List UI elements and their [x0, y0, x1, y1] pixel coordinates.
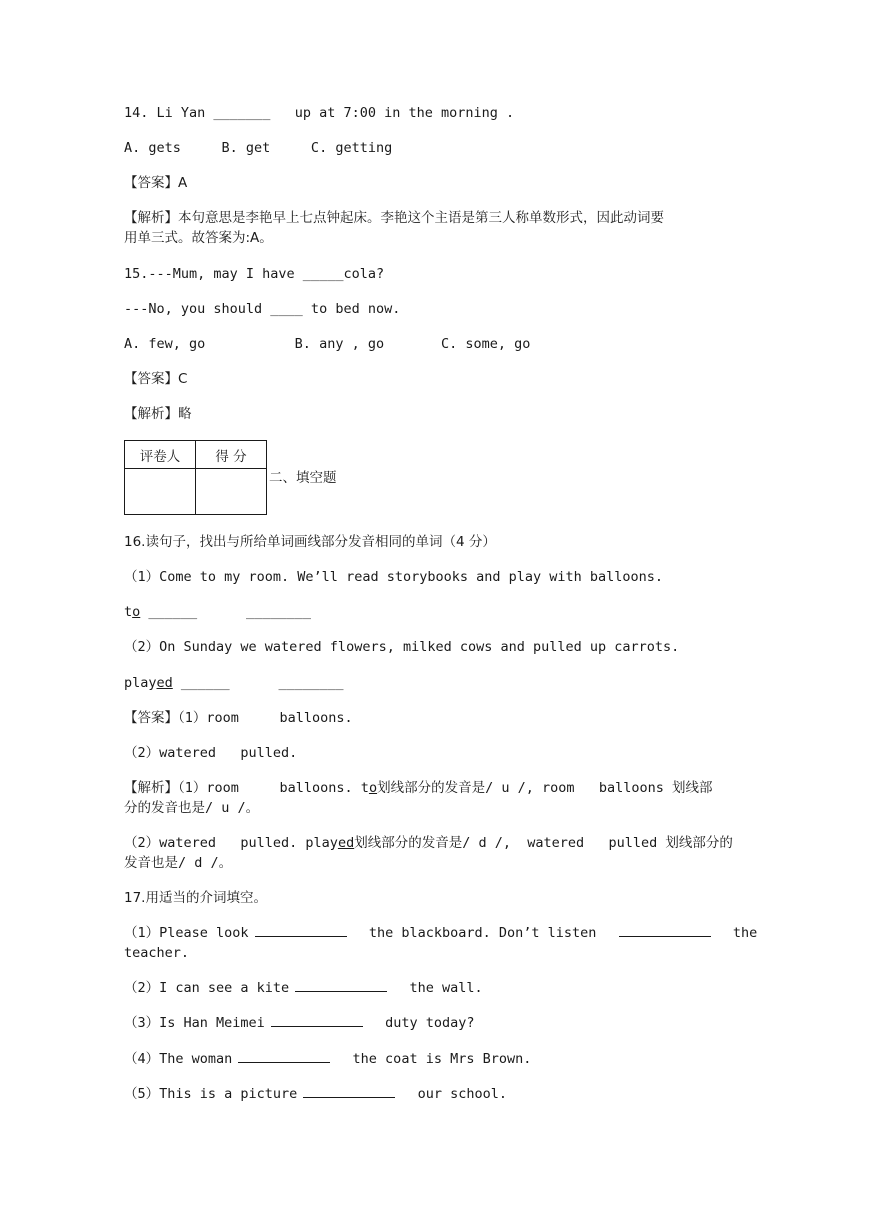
- q16-answer1: 【答案】（1）room balloons.: [124, 710, 353, 726]
- q15-answer: 【答案】C: [124, 371, 188, 387]
- q16-answer2: （2）watered pulled.: [124, 745, 298, 761]
- q17-item2: （2）I can see a kite the wall.: [124, 980, 483, 996]
- score-box: [124, 440, 267, 515]
- blank-5[interactable]: [303, 1084, 395, 1098]
- q16-analysis1: 【解析】（1）room balloons. to划线部分的发音是/ u /, room balloons 划线部: [124, 780, 713, 796]
- q17-item1-cont: teacher.: [124, 945, 190, 961]
- q15-options: A. few, go B. any , go C. some, go: [124, 336, 531, 352]
- blank-3[interactable]: [271, 1013, 363, 1027]
- q15-line1: 15.---Mum, may I have _____cola?: [124, 266, 385, 282]
- q16-analysis2-cont: 发音也是/ d /。: [124, 855, 233, 871]
- score-header: 得 分: [196, 441, 267, 469]
- q15-line2: ---No, you should ____ to bed now.: [124, 301, 401, 317]
- q16-analysis1-cont: 分的发音也是/ u /。: [124, 800, 260, 816]
- q16-sentence2: （2）On Sunday we watered flowers, milked cows and pulled up carrots.: [124, 639, 680, 655]
- grader-header: 评卷人: [125, 441, 196, 469]
- q16-sentence1: （1）Come to my room. We’ll read storybooks and play with balloons.: [124, 569, 664, 585]
- q14-stem: 14. Li Yan _______ up at 7:00 in the morning .: [124, 105, 515, 121]
- blank-1b[interactable]: [619, 923, 711, 937]
- blank-1a[interactable]: [255, 923, 347, 937]
- score-cell: [196, 469, 267, 515]
- blank-4[interactable]: [238, 1049, 330, 1063]
- blank-2[interactable]: [295, 978, 387, 992]
- q16-word1: to ______ ________: [124, 604, 311, 620]
- q16-word2: played ______ ________: [124, 675, 344, 691]
- q17-title: 17.用适当的介词填空。: [124, 890, 267, 906]
- q17-item1: （1）Please look the blackboard. Don’t listen the: [124, 925, 758, 941]
- q17-item3: （3）Is Han Meimei duty today?: [124, 1015, 475, 1031]
- q16-title: 16.读句子，找出与所给单词画线部分发音相同的单词（4 分）: [124, 534, 496, 550]
- q14-analysis-line1: 【解析】本句意思是李艳早上七点钟起床。李艳这个主语是第三人称单数形式，因此动词要: [124, 210, 664, 226]
- q17-item5: （5）This is a picture our school.: [124, 1086, 507, 1102]
- q14-answer: 【答案】A: [124, 175, 188, 191]
- section-title: 二、填空题: [269, 470, 337, 486]
- q14-options: A. gets B. get C. getting: [124, 140, 393, 156]
- grader-cell: [125, 469, 196, 515]
- q17-item4: （4）The woman the coat is Mrs Brown.: [124, 1051, 532, 1067]
- q14-analysis-line2: 用单三式。故答案为:A。: [124, 230, 273, 246]
- q15-analysis: 【解析】略: [124, 406, 192, 422]
- q16-analysis2: （2）watered pulled. played划线部分的发音是/ d /, watered pulled 划线部分的: [124, 835, 733, 851]
